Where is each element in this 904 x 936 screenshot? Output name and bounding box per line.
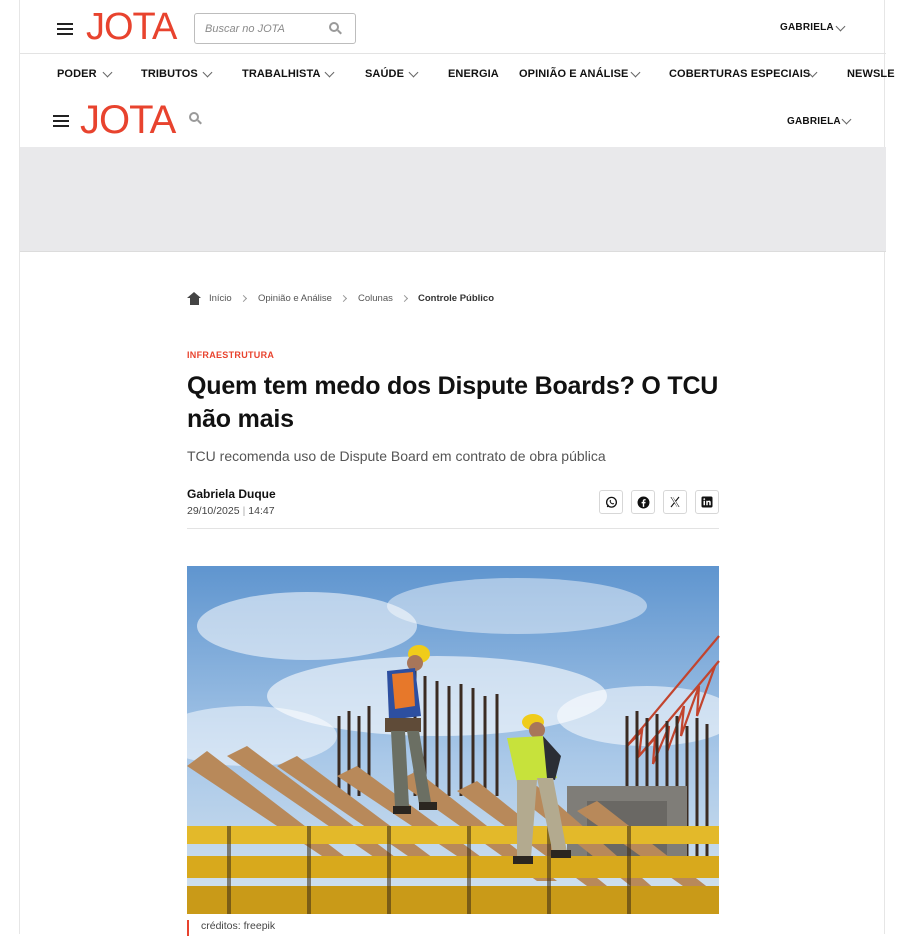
- article-title: Quem tem medo dos Dispute Boards? O TCU não mais: [187, 372, 719, 433]
- x-icon: [669, 496, 681, 508]
- share-facebook-button[interactable]: [631, 490, 655, 514]
- share-linkedin-button[interactable]: [695, 490, 719, 514]
- breadcrumb-item-opiniao[interactable]: Opinião e Análise: [258, 293, 332, 304]
- article-kicker[interactable]: INFRAESTRUTURA: [187, 350, 275, 360]
- facebook-icon: [637, 496, 650, 509]
- user-menu[interactable]: [787, 116, 841, 127]
- nav-item-opiniao-e-analise[interactable]: OPINIÃO E ANÁLISE: [519, 68, 628, 80]
- image-caption: créditos: freepik: [187, 920, 275, 936]
- chevron-down-icon: [325, 68, 335, 78]
- page-frame: [19, 0, 895, 934]
- jota-logo[interactable]: JOTA: [86, 6, 177, 48]
- whatsapp-icon: [605, 496, 618, 509]
- chevron-right-icon: [340, 295, 347, 302]
- chevron-down-icon[interactable]: [836, 22, 846, 32]
- sticky-header: [20, 95, 886, 147]
- chevron-right-icon: [240, 295, 247, 302]
- article-hero-image: [187, 566, 719, 914]
- home-icon[interactable]: [187, 292, 202, 305]
- share-whatsapp-button[interactable]: [599, 490, 623, 514]
- nav-item-tributos[interactable]: TRIBUTOS: [141, 68, 198, 80]
- top-header: [20, 0, 886, 54]
- share-x-button[interactable]: [663, 490, 687, 514]
- chevron-down-icon: [409, 68, 419, 78]
- chevron-right-icon: [401, 295, 408, 302]
- user-name: GABRIELA: [787, 116, 841, 127]
- breadcrumb-item-colunas[interactable]: Colunas: [358, 293, 393, 304]
- search-icon[interactable]: [329, 22, 342, 35]
- search-icon[interactable]: [189, 112, 202, 125]
- nav-item-saude[interactable]: SAÚDE: [365, 68, 404, 80]
- search-box[interactable]: [194, 13, 356, 44]
- publish-date: 29/10/2025: [187, 505, 240, 517]
- construction-workers-illustration: [187, 566, 719, 914]
- breadcrumb-item-controle-publico[interactable]: Controle Público: [418, 293, 494, 304]
- breadcrumb-item-inicio[interactable]: Início: [209, 293, 232, 304]
- chevron-down-icon: [631, 68, 641, 78]
- main-nav: [20, 55, 895, 95]
- divider: [187, 528, 719, 529]
- nav-item-newsletters[interactable]: NEWSLE: [847, 68, 895, 80]
- ad-banner: [20, 147, 886, 252]
- nav-item-poder[interactable]: PODER: [57, 68, 97, 80]
- search-input[interactable]: [205, 21, 323, 37]
- linkedin-icon: [701, 496, 713, 508]
- nav-item-trabalhista[interactable]: TRABALHISTA: [242, 68, 321, 80]
- user-menu[interactable]: [780, 22, 834, 33]
- nav-item-coberturas-especiais[interactable]: COBERTURAS ESPECIAIS: [669, 68, 810, 80]
- hamburger-menu-icon[interactable]: [57, 23, 73, 35]
- user-name: GABRIELA: [780, 22, 834, 33]
- chevron-down-icon: [103, 68, 113, 78]
- publish-time: 14:47: [248, 505, 275, 517]
- publish-meta: 29/10/2025 | 14:47: [187, 505, 275, 517]
- chevron-down-icon: [203, 68, 213, 78]
- chevron-down-icon[interactable]: [842, 115, 852, 125]
- jota-logo[interactable]: JOTA: [80, 98, 176, 142]
- article-subtitle: TCU recomenda uso de Dispute Board em contrato de obra pública: [187, 448, 606, 464]
- nav-item-energia[interactable]: ENERGIA: [448, 68, 499, 80]
- author-name[interactable]: Gabriela Duque: [187, 487, 276, 501]
- hamburger-menu-icon[interactable]: [53, 115, 69, 127]
